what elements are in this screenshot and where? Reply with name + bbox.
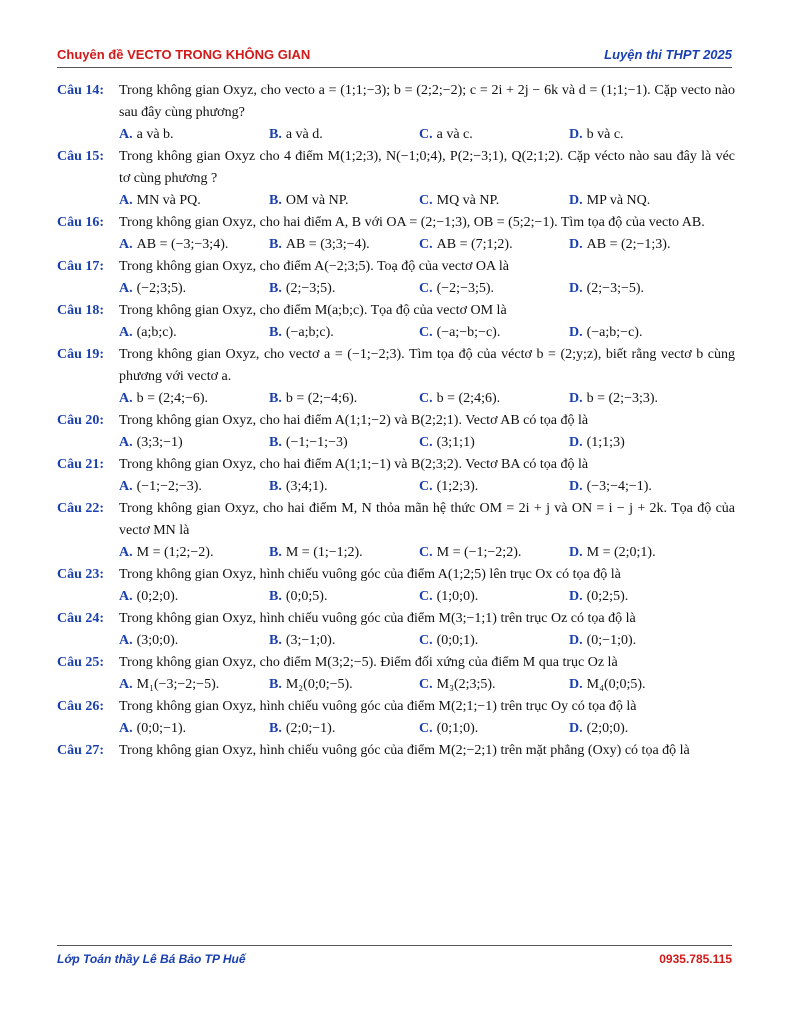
option-text: (2;0;0). (586, 721, 629, 736)
question (57, 564, 735, 608)
question (57, 696, 735, 740)
option-letter: D. (569, 281, 583, 296)
option-letter: A. (119, 325, 133, 340)
page-footer (57, 945, 732, 966)
question (57, 146, 735, 212)
question-number: Câu 14: (57, 83, 105, 98)
question (57, 300, 735, 344)
option-text: a và c. (436, 127, 473, 142)
question-number: Câu 19: (57, 347, 105, 362)
answer-option (569, 388, 719, 410)
option-letter: D. (569, 589, 583, 604)
answer-options (119, 124, 735, 146)
question (57, 652, 735, 696)
option-letter: A. (119, 589, 133, 604)
answer-option (269, 234, 419, 256)
answer-option (419, 432, 569, 454)
question-stem: Trong không gian Oxyz, cho vecto a = (1;1;−3); b = (2;2;−2); c = 2i + 2j − 6k và d = (1;1;−1). Cặp vecto nào sau đây cùng phương? (119, 83, 735, 120)
question (57, 498, 735, 564)
option-text: a và d. (285, 127, 323, 142)
question-stem: Trong không gian Oxyz, hình chiếu vuông góc của điểm A(1;2;5) lên trục Ox có tọa độ là (119, 567, 621, 582)
option-letter: D. (569, 677, 583, 692)
answer-options (119, 388, 735, 410)
option-text: AB = (2;−1;3). (586, 237, 671, 252)
answer-option (419, 322, 569, 344)
option-text: MQ và NP. (436, 193, 500, 208)
option-text: (0;1;0). (436, 721, 479, 736)
question-number: Câu 25: (57, 655, 105, 670)
question-number: Câu 16: (57, 215, 105, 230)
option-text: (3;1;1) (436, 435, 475, 450)
option-letter: A. (119, 237, 133, 252)
answer-options (119, 234, 735, 256)
option-letter: D. (569, 325, 583, 340)
question-number: Câu 24: (57, 611, 105, 626)
option-text: (a;b;c). (136, 325, 177, 340)
answer-option (119, 124, 269, 146)
option-letter: B. (269, 391, 282, 406)
option-letter: D. (569, 545, 583, 560)
option-text: (−2;3;5). (136, 281, 187, 296)
option-text: (1;0;0). (436, 589, 479, 604)
answer-option (119, 674, 269, 696)
answer-option (269, 674, 419, 696)
option-text: b = (2;4;−6). (136, 391, 209, 406)
question (57, 410, 735, 454)
option-text: (−a;−b;−c). (436, 325, 501, 340)
option-letter: C. (419, 677, 433, 692)
option-letter: B. (269, 479, 282, 494)
answer-options (119, 674, 735, 696)
option-text: (−3;−4;−1). (586, 479, 652, 494)
option-text: (−a;b;c). (285, 325, 334, 340)
question (57, 608, 735, 652)
question (57, 212, 735, 256)
option-letter: D. (569, 479, 583, 494)
option-letter: A. (119, 721, 133, 736)
answer-option (269, 718, 419, 740)
option-text: M₂(0;0;−5). (285, 677, 353, 692)
question-number: Câu 17: (57, 259, 105, 274)
option-letter: B. (269, 435, 282, 450)
question-number: Câu 21: (57, 457, 105, 472)
answer-option (119, 322, 269, 344)
answer-options (119, 432, 735, 454)
option-letter: A. (119, 281, 133, 296)
option-text: MN và PQ. (136, 193, 201, 208)
answer-option (269, 278, 419, 300)
option-text: M = (2;0;1). (586, 545, 656, 560)
option-text: (2;0;−1). (285, 721, 336, 736)
question-list (57, 80, 735, 762)
question-stem: Trong không gian Oxyz, cho điểm A(−2;3;5). Toạ độ của vectơ OA là (119, 259, 509, 274)
answer-option (569, 542, 719, 564)
option-text: (1;1;3) (586, 435, 625, 450)
question (57, 454, 735, 498)
option-text: (0;0;−1). (136, 721, 187, 736)
option-text: M = (1;−1;2). (285, 545, 363, 560)
footer-phone: 0935.785.115 (659, 952, 732, 966)
answer-option (269, 190, 419, 212)
option-letter: D. (569, 435, 583, 450)
option-letter: A. (119, 677, 133, 692)
option-text: (−a;b;−c). (586, 325, 643, 340)
question-number: Câu 26: (57, 699, 105, 714)
question (57, 256, 735, 300)
question-stem: Trong không gian Oxyz, cho hai điểm A(1;1;−1) và B(2;3;2). Vectơ BA có tọa độ là (119, 457, 589, 472)
option-letter: C. (419, 633, 433, 648)
answer-options (119, 278, 735, 300)
answer-options (119, 630, 735, 652)
answer-options (119, 476, 735, 498)
answer-option (569, 718, 719, 740)
footer-author: Lớp Toán thầy Lê Bá Bảo TP Huế (57, 952, 246, 966)
option-text: M = (1;2;−2). (136, 545, 214, 560)
option-text: (0;2;5). (586, 589, 629, 604)
option-text: (0;−1;0). (586, 633, 637, 648)
answer-option (419, 234, 569, 256)
question-stem: Trong không gian Oxyz, hình chiếu vuông góc của điểm M(3;−1;1) trên trục Oz có tọa độ là (119, 611, 636, 626)
option-text: b = (2;−3;3). (586, 391, 659, 406)
answer-option (119, 190, 269, 212)
option-letter: C. (419, 545, 433, 560)
question-number: Câu 23: (57, 567, 105, 582)
answer-option (419, 124, 569, 146)
option-letter: B. (269, 237, 282, 252)
answer-option (119, 476, 269, 498)
option-letter: B. (269, 721, 282, 736)
question-stem: Trong không gian Oxyz, cho hai điểm A(1;1;−2) và B(2;2;1). Vectơ AB có tọa độ là (119, 413, 589, 428)
question-number: Câu 20: (57, 413, 105, 428)
answer-option (569, 124, 719, 146)
answer-option (119, 278, 269, 300)
question (57, 344, 735, 410)
option-letter: D. (569, 127, 583, 142)
option-letter: B. (269, 677, 282, 692)
option-text: b và c. (586, 127, 624, 142)
answer-options (119, 586, 735, 608)
option-text: OM và NP. (285, 193, 349, 208)
option-letter: D. (569, 237, 583, 252)
answer-option (569, 630, 719, 652)
option-text: (3;3;−1) (136, 435, 183, 450)
question-stem: Trong không gian Oxyz, cho điểm M(3;2;−5). Điểm đối xứng của điểm M qua trục Oz là (119, 655, 618, 670)
option-letter: C. (419, 237, 433, 252)
answer-option (569, 278, 719, 300)
question (57, 740, 735, 762)
option-letter: C. (419, 127, 433, 142)
option-text: (2;−3;5). (285, 281, 336, 296)
option-letter: B. (269, 281, 282, 296)
answer-option (569, 476, 719, 498)
option-text: (−2;−3;5). (436, 281, 495, 296)
answer-option (569, 432, 719, 454)
option-letter: C. (419, 589, 433, 604)
header-subtitle: Luyện thi THPT 2025 (604, 47, 732, 62)
option-text: AB = (3;3;−4). (285, 237, 370, 252)
question-number: Câu 18: (57, 303, 105, 318)
answer-option (269, 432, 419, 454)
option-letter: B. (269, 589, 282, 604)
question-stem: Trong không gian Oxyz, hình chiếu vuông góc của điểm M(2;−2;1) trên mặt phẳng (Oxy) có tọa độ là (119, 743, 690, 758)
question-stem: Trong không gian Oxyz, hình chiếu vuông góc của điểm M(2;1;−1) trên trục Oy có tọa độ là (119, 699, 637, 714)
option-text: M₄(0;0;5). (586, 677, 646, 692)
question-stem: Trong không gian Oxyz, cho hai điểm A, B với OA = (2;−1;3), OB = (5;2;−1). Tìm tọa độ của vecto AB. (119, 215, 705, 230)
option-letter: C. (419, 721, 433, 736)
option-letter: A. (119, 633, 133, 648)
answer-option (419, 542, 569, 564)
option-letter: C. (419, 193, 433, 208)
option-letter: C. (419, 479, 433, 494)
answer-option (119, 234, 269, 256)
option-text: AB = (7;1;2). (436, 237, 513, 252)
question-number: Câu 15: (57, 149, 105, 164)
option-letter: A. (119, 193, 133, 208)
answer-option (269, 630, 419, 652)
option-letter: C. (419, 325, 433, 340)
option-letter: D. (569, 721, 583, 736)
answer-option (119, 432, 269, 454)
option-text: AB = (−3;−3;4). (136, 237, 229, 252)
option-letter: C. (419, 281, 433, 296)
option-text: (0;2;0). (136, 589, 179, 604)
option-letter: B. (269, 633, 282, 648)
answer-options (119, 322, 735, 344)
option-letter: D. (569, 633, 583, 648)
answer-option (419, 190, 569, 212)
answer-option (569, 586, 719, 608)
option-letter: A. (119, 127, 133, 142)
header-title: Chuyên đề VECTO TRONG KHÔNG GIAN (57, 47, 311, 62)
option-text: (0;0;1). (436, 633, 479, 648)
answer-option (269, 476, 419, 498)
option-text: b = (2;4;6). (436, 391, 501, 406)
option-text: (2;−3;−5). (586, 281, 645, 296)
answer-options (119, 190, 735, 212)
option-text: (3;0;0). (136, 633, 179, 648)
option-text: MP và NQ. (586, 193, 651, 208)
question (57, 80, 735, 146)
option-text: (−1;−1;−3) (285, 435, 348, 450)
option-text: (1;2;3). (436, 479, 479, 494)
option-letter: A. (119, 545, 133, 560)
option-text: a và b. (136, 127, 174, 142)
option-letter: B. (269, 325, 282, 340)
answer-option (269, 542, 419, 564)
option-letter: D. (569, 193, 583, 208)
answer-options (119, 718, 735, 740)
option-letter: C. (419, 391, 433, 406)
answer-option (269, 388, 419, 410)
answer-option (119, 586, 269, 608)
question-stem: Trong không gian Oxyz, cho vectơ a = (−1;−2;3). Tìm tọa độ của véctơ b = (2;y;z), biết rằng vectơ b cùng phương với vectơ a. (119, 347, 735, 384)
question-stem: Trong không gian Oxyz, cho điểm M(a;b;c). Tọa độ của vectơ OM là (119, 303, 507, 318)
option-letter: D. (569, 391, 583, 406)
option-text: (3;−1;0). (285, 633, 336, 648)
question-number: Câu 22: (57, 501, 105, 516)
answer-options (119, 542, 735, 564)
answer-option (569, 322, 719, 344)
page-header (57, 47, 732, 68)
option-letter: A. (119, 391, 133, 406)
answer-option (119, 630, 269, 652)
answer-option (419, 278, 569, 300)
answer-option (119, 388, 269, 410)
option-text: (0;0;5). (285, 589, 328, 604)
option-text: M₁(−3;−2;−5). (136, 677, 220, 692)
answer-option (569, 234, 719, 256)
option-letter: B. (269, 193, 282, 208)
answer-option (419, 630, 569, 652)
answer-option (419, 388, 569, 410)
question-stem: Trong không gian Oxyz cho 4 điểm M(1;2;3), N(−1;0;4), P(2;−3;1), Q(2;1;2). Cặp vécto nào sau đây là véc tơ cùng phương ? (119, 149, 735, 186)
option-text: (3;4;1). (285, 479, 328, 494)
option-letter: A. (119, 479, 133, 494)
answer-option (269, 586, 419, 608)
answer-option (419, 476, 569, 498)
option-text: M = (−1;−2;2). (436, 545, 522, 560)
option-text: b = (2;−4;6). (285, 391, 358, 406)
option-text: (−1;−2;−3). (136, 479, 202, 494)
answer-option (419, 674, 569, 696)
option-letter: B. (269, 127, 282, 142)
answer-option (419, 718, 569, 740)
option-letter: C. (419, 435, 433, 450)
answer-option (419, 586, 569, 608)
answer-option (119, 718, 269, 740)
question-number: Câu 27: (57, 743, 105, 758)
answer-option (119, 542, 269, 564)
question-stem: Trong không gian Oxyz, cho hai điểm M, N thỏa mãn hệ thức OM = 2i + j và ON = i − j + 2k. Tọa độ của vectơ MN là (119, 501, 735, 538)
option-letter: B. (269, 545, 282, 560)
answer-option (269, 124, 419, 146)
answer-option (569, 674, 719, 696)
option-letter: A. (119, 435, 133, 450)
answer-option (569, 190, 719, 212)
answer-option (269, 322, 419, 344)
option-text: M₃(2;3;5). (436, 677, 496, 692)
